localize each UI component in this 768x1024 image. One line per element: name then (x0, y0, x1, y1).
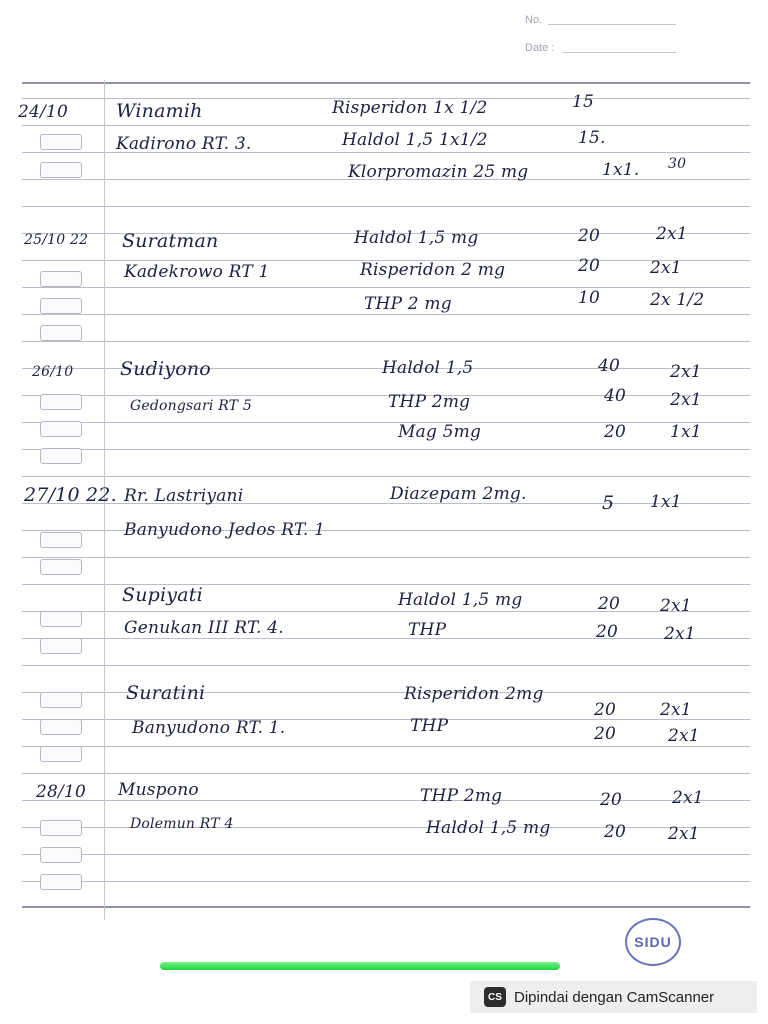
med-dose: 2x 1/2 (650, 290, 705, 310)
ruled-line (22, 125, 750, 126)
med-qty: 10 (578, 288, 601, 308)
sidu-stamp (625, 918, 681, 966)
ruled-line (22, 287, 750, 288)
patient-address: Dolemun RT 4 (130, 816, 234, 832)
ruled-line (22, 341, 750, 342)
date-line (562, 52, 676, 53)
entry-date: 27/10 22. (24, 484, 117, 506)
patient-name: Rr. Lastriyani (124, 486, 244, 506)
patient-name: Suratman (122, 230, 219, 252)
med-qty: 20 (596, 622, 619, 642)
med-dose: 2x1 (672, 788, 704, 808)
ruled-line (22, 314, 750, 315)
med-dose: 30 (668, 156, 687, 172)
med-drug: Mag 5mg (398, 422, 482, 442)
med-drug: Risperidon 1x 1/2 (332, 98, 488, 118)
entry-date: 25/10 22 (24, 232, 89, 248)
med-dose: 1x1 (650, 492, 682, 512)
med-drug: Haldol 1,5 mg (426, 818, 551, 838)
med-qty: 20 (578, 226, 601, 246)
checkbox (40, 611, 82, 627)
med-drug: THP (410, 716, 449, 736)
camscanner-watermark (470, 981, 757, 1013)
med-qty: 40 (598, 356, 621, 376)
stamp-text: SIDU (634, 934, 672, 950)
date-label: Date : (525, 42, 555, 54)
med-dose: 1x1 (670, 422, 702, 442)
med-drug: THP 2 mg (364, 294, 452, 314)
med-qty: 20 (598, 594, 621, 614)
checkbox (40, 847, 82, 863)
ruled-line (22, 746, 750, 747)
med-dose: 2x1 (668, 824, 700, 844)
patient-address: Banyudono RT. 1. (132, 718, 286, 738)
top-rule (22, 82, 750, 84)
patient-address: Gedongsari RT 5 (130, 398, 252, 414)
med-drug: Risperidon 2 mg (360, 260, 506, 280)
checkbox (40, 325, 82, 341)
med-dose: 2x1 (660, 700, 692, 720)
med-qty: 1x1. (602, 160, 640, 180)
ruled-line (22, 881, 750, 882)
med-drug: Haldol 1,5 1x1/2 (342, 130, 488, 150)
checkbox (40, 298, 82, 314)
checkbox (40, 638, 82, 654)
med-qty: 5 (602, 492, 615, 514)
camscanner-text: Dipindai dengan CamScanner (514, 988, 715, 1006)
med-qty: 20 (604, 422, 627, 442)
checkbox (40, 692, 82, 708)
ruled-line (22, 476, 750, 477)
camscanner-logo-icon: CS (484, 987, 506, 1007)
med-dose: 2x1 (660, 596, 692, 616)
ruled-line (22, 665, 750, 666)
checkbox (40, 874, 82, 890)
patient-address: Kadirono RT. 3. (116, 134, 252, 154)
patient-address: Kadekrowo RT 1 (124, 262, 270, 282)
patient-name: Suratini (126, 682, 206, 704)
med-qty: 20 (604, 822, 627, 842)
ruled-line (22, 800, 750, 801)
med-qty: 15 (572, 92, 595, 112)
med-qty: 40 (604, 386, 627, 406)
checkbox (40, 394, 82, 410)
checkbox (40, 532, 82, 548)
checkbox (40, 134, 82, 150)
ruled-line (22, 557, 750, 558)
med-qty: 20 (594, 724, 617, 744)
med-qty: 20 (600, 790, 623, 810)
checkbox (40, 820, 82, 836)
med-dose: 2x1 (664, 624, 696, 644)
med-drug: Haldol 1,5 (382, 358, 474, 378)
med-dose: 2x1 (670, 362, 702, 382)
checkbox (40, 271, 82, 287)
patient-address: Genukan III RT. 4. (124, 618, 284, 638)
med-drug: Haldol 1,5 mg (354, 228, 479, 248)
ruled-line (22, 611, 750, 612)
patient-address: Banyudono Jedos RT. 1 (124, 520, 326, 540)
ruled-line (22, 773, 750, 774)
med-dose: 2x1 (670, 390, 702, 410)
entry-date: 26/10 (32, 364, 74, 380)
ruled-line (22, 395, 750, 396)
med-qty: 15. (578, 128, 606, 148)
bottom-rule (22, 906, 750, 908)
ruled-line (22, 206, 750, 207)
med-dose: 2x1 (668, 726, 700, 746)
ruled-line (22, 422, 750, 423)
patient-name: Muspono (118, 780, 199, 800)
patient-name: Supiyati (122, 584, 203, 606)
med-drug: THP (408, 620, 447, 640)
patient-name: Winamih (116, 100, 203, 122)
checkbox (40, 162, 82, 178)
checkbox (40, 559, 82, 575)
checkbox (40, 746, 82, 762)
med-qty: 20 (594, 700, 617, 720)
med-drug: Haldol 1,5 mg (398, 590, 523, 610)
med-drug: Klorpromazin 25 mg (348, 162, 529, 182)
scan-edge-bar (160, 962, 560, 970)
med-qty: 20 (578, 256, 601, 276)
ruled-line (22, 638, 750, 639)
no-line (548, 24, 676, 25)
med-drug: THP 2mg (388, 392, 471, 412)
med-drug: Risperidon 2mg (404, 684, 544, 704)
ruled-line (22, 449, 750, 450)
entry-date: 28/10 (36, 782, 86, 802)
med-dose: 2x1 (650, 258, 682, 278)
checkbox (40, 421, 82, 437)
checkbox (40, 448, 82, 464)
no-label: No. (525, 14, 543, 26)
patient-name: Sudiyono (120, 358, 211, 380)
med-drug: THP 2mg (420, 786, 503, 806)
med-drug: Diazepam 2mg. (390, 484, 527, 504)
ruled-line (22, 854, 750, 855)
entry-date: 24/10 (18, 102, 68, 122)
med-dose: 2x1 (656, 224, 688, 244)
checkbox (40, 719, 82, 735)
